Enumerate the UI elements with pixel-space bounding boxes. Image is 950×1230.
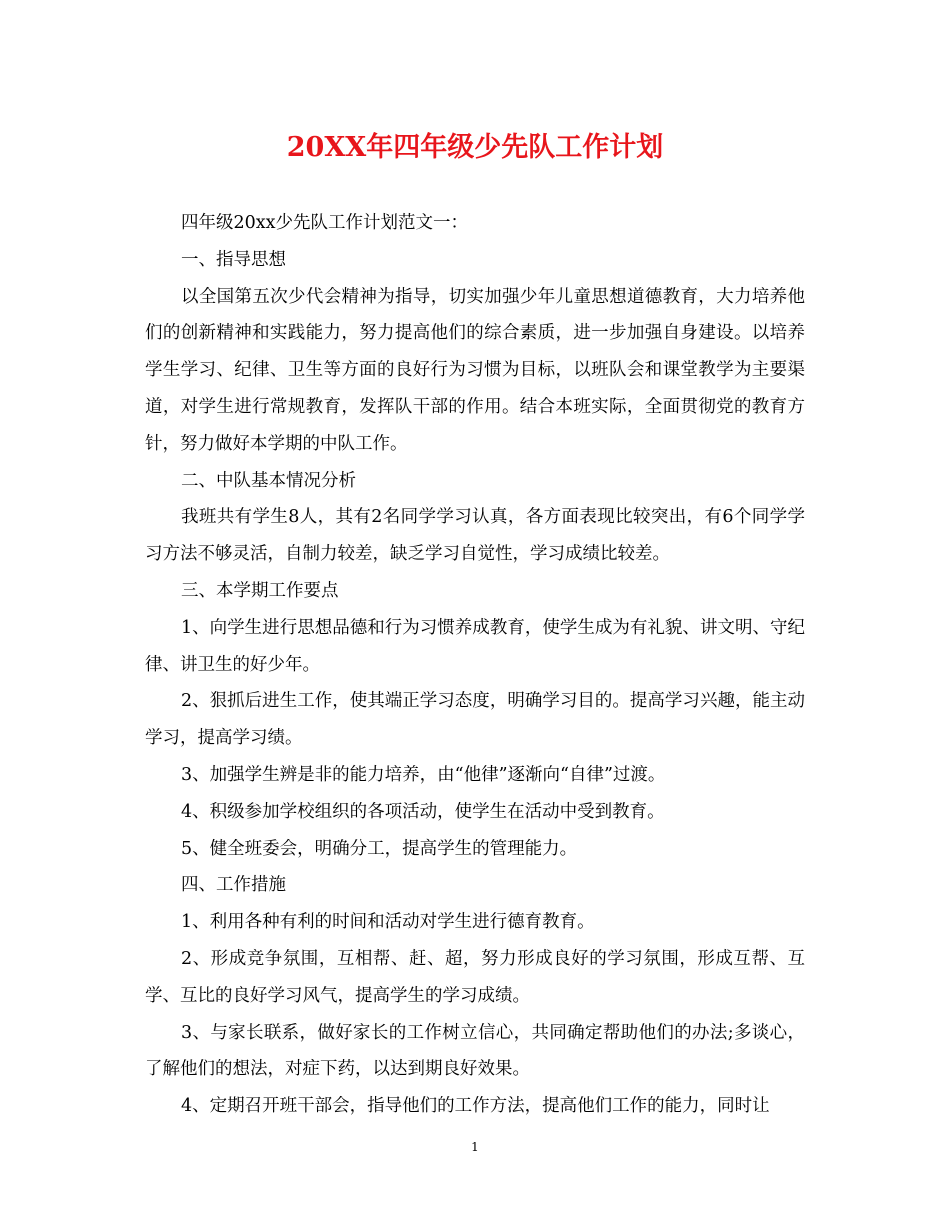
section-heading-guiding-thought: 一、指导思想 bbox=[181, 249, 286, 270]
measure-item: 4、定期召开班干部会，指导他们的工作方法，提高他们工作的能力，同时让 bbox=[181, 1096, 770, 1117]
paragraph-guiding-thought: 以全国第五次少代会精神为指导，切实加强少年儿童思想道德教育，大力培养他们的创新精神和实践能力，努力提高他们的综合素质，进一步加强自身建设。以培养学生学习、纪律、卫生等方面的良好行为习惯为目标，以班队会和课堂教学为主要渠道，对学生进行常规教育，发挥队干部的作用。结合本班实际，全面贯彻党的教育方针，努力做好本学期的中队工作。 bbox=[145, 286, 805, 454]
paragraph-situation-analysis: 我班共有学生8人，其有2名同学学习认真，各方面表现比较突出，有6个同学学习方法不够灵活，自制力较差，缺乏学习自觉性，学习成绩比较差。 bbox=[145, 507, 805, 565]
document-body bbox=[145, 205, 805, 1125]
document-title: 20XX年四年级少先队工作计划 bbox=[286, 132, 664, 163]
measure-item: 2、形成竞争氛围，互相帮、赶、超，努力形成良好的学习氛围，形成互帮、互学、互比的良好学习风气，提高学生的学习成绩。 bbox=[145, 948, 805, 1006]
key-point-item: 4、积级参加学校组织的各项活动，使学生在活动中受到教育。 bbox=[181, 801, 665, 822]
measure-item: 1、利用各种有利的时间和活动对学生进行德育教育。 bbox=[181, 912, 595, 933]
key-point-item: 5、健全班委会，明确分工，提高学生的管理能力。 bbox=[181, 838, 578, 859]
section-heading-key-points: 三、本学期工作要点 bbox=[181, 580, 339, 601]
intro-line: 四年级20xx少先队工作计划范文一： bbox=[181, 213, 469, 233]
page-number: 1 bbox=[471, 1140, 479, 1154]
measure-item: 3、与家长联系，做好家长的工作树立信心，共同确定帮助他们的办法;多谈心，了解他们的想法，对症下药，以达到期良好效果。 bbox=[145, 1022, 805, 1080]
key-point-item: 2、狠抓后进生工作，使其端正学习态度，明确学习目的。提高学习兴趣，能主动学习，提高学习绩。 bbox=[145, 691, 805, 749]
key-point-item: 3、加强学生辨是非的能力培养，由“他律”逐渐向“自律”过渡。 bbox=[181, 764, 666, 785]
section-heading-situation-analysis: 二、中队基本情况分析 bbox=[181, 470, 356, 491]
key-point-item: 1、向学生进行思想品德和行为习惯养成教育，使学生成为有礼貌、讲文明、守纪律、讲卫生的好少年。 bbox=[145, 617, 805, 675]
section-heading-measures: 四、工作措施 bbox=[181, 875, 286, 896]
